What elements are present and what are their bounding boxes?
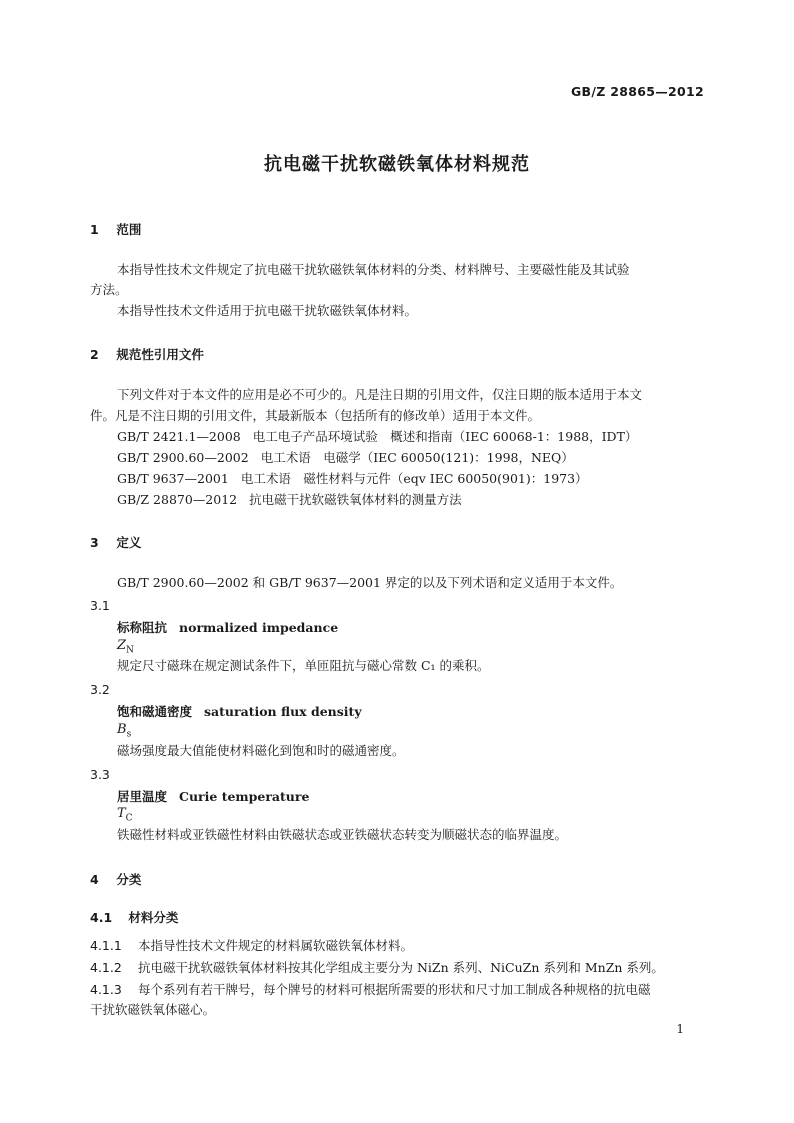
term-symbol: $Z_N$ <box>117 638 134 656</box>
symbol-subscript: C <box>125 813 133 824</box>
paragraph: 件。凡是不注日期的引用文件，其最新版本（包括所有的修改单）适用于本文件。 <box>90 408 541 423</box>
subsection-number: 4.1 <box>90 910 113 925</box>
section-1-heading <box>90 220 141 238</box>
clause-number: 3.3 <box>90 767 110 782</box>
term-english: Curie temperature <box>179 789 310 804</box>
reference-code: GB/T 2900.60—2002 <box>117 450 249 465</box>
section-2-heading <box>90 345 204 363</box>
reference-code: GB/Z 28870—2012 <box>117 492 238 507</box>
term-definition: 铁磁性材料或亚铁磁性材料由铁磁状态或亚铁磁状态转变为顺磁状态的临界温度。 <box>117 827 568 842</box>
reference-title: 电工术语 磁性材料与元件（eqv IEC 60050(901)：1973） <box>240 471 588 486</box>
clause-item-number: 4.1.3 <box>90 982 122 997</box>
paragraph: GB/T 2900.60—2002 和 GB/T 9637—2001 界定的以及下列术语和定义适用于本文件。 <box>117 575 623 590</box>
paragraph: 本指导性技术文件规定了抗电磁干扰软磁铁氧体材料的分类、材料牌号、主要磁性能及其试验 <box>117 262 630 277</box>
clause-item <box>90 980 651 1000</box>
symbol-subscript: N <box>126 645 134 656</box>
document-title: 抗电磁干扰软磁铁氧体材料规范 <box>264 154 530 175</box>
reference-item <box>117 469 588 489</box>
reference-code: GB/T 2421.1—2008 <box>117 429 241 444</box>
subsection-title: 材料分类 <box>128 910 179 925</box>
paragraph: 本指导性技术文件适用于抗电磁干扰软磁铁氧体材料。 <box>117 303 418 318</box>
clause-item <box>90 958 664 978</box>
section-number: 1 <box>90 222 99 237</box>
term-definition: 磁场强度最大值能使材料磁化到饱和时的磁通密度。 <box>117 743 405 758</box>
reference-title: 电工电子产品环境试验 概述和指南（IEC 60068-1：1988，IDT） <box>252 429 638 444</box>
clause-number: 3.1 <box>90 598 110 613</box>
clause-item-continuation: 干扰软磁铁氧体磁心。 <box>90 1002 216 1017</box>
clause-item-number: 4.1.1 <box>90 938 122 953</box>
section-3-heading <box>90 533 141 551</box>
reference-item <box>117 427 637 447</box>
reference-code: GB/T 9637—2001 <box>117 471 229 486</box>
clause-item-text: 抗电磁干扰软磁铁氧体材料按其化学组成主要分为 NiZn 系列、NiCuZn 系列和 MnZn 系列。 <box>138 960 664 975</box>
clause-item-text: 每个系列有若干牌号，每个牌号的材料可根据所需要的形状和尺寸加工制成各种规格的抗电磁 <box>138 982 651 997</box>
section-title: 定义 <box>116 535 142 550</box>
term-entry <box>117 787 309 805</box>
section-number: 2 <box>90 347 99 362</box>
term-chinese: 标称阻抗 <box>117 620 168 635</box>
term-chinese: 饱和磁通密度 <box>117 704 193 719</box>
subsection-4-1-heading <box>90 908 178 926</box>
reference-title: 电工术语 电磁学（IEC 60050(121)：1998，NEQ） <box>260 450 574 465</box>
paragraph: 方法。 <box>90 282 128 297</box>
term-symbol: $B_s$ <box>117 722 132 740</box>
section-4-heading <box>90 870 141 888</box>
section-number: 4 <box>90 872 99 887</box>
term-entry <box>117 618 338 636</box>
term-entry <box>117 702 362 720</box>
standard-code: GB/Z 28865—2012 <box>570 84 704 99</box>
reference-item <box>117 490 462 510</box>
paragraph: 下列文件对于本文件的应用是必不可少的。凡是注日期的引用文件，仅注日期的版本适用于本文 <box>117 387 643 402</box>
reference-title: 抗电磁干扰软磁铁氧体材料的测量方法 <box>249 492 462 507</box>
section-title: 规范性引用文件 <box>116 347 204 362</box>
symbol-subscript: s <box>126 729 132 740</box>
clause-item-text: 本指导性技术文件规定的材料属软磁铁氧体材料。 <box>138 938 414 953</box>
page-number: 1 <box>676 1022 684 1036</box>
term-english: normalized impedance <box>179 620 339 635</box>
clause-number: 3.2 <box>90 682 110 697</box>
section-title: 分类 <box>116 872 142 887</box>
clause-item <box>90 936 413 956</box>
term-english: saturation flux density <box>204 704 362 719</box>
section-title: 范围 <box>116 222 142 237</box>
clause-item-number: 4.1.2 <box>90 960 122 975</box>
reference-item <box>117 448 574 468</box>
section-number: 3 <box>90 535 99 550</box>
term-symbol: $T_C$ <box>117 806 133 824</box>
term-chinese: 居里温度 <box>117 789 168 804</box>
term-definition: 规定尺寸磁珠在规定测试条件下，单匝阻抗与磁心常数 C₁ 的乘积。 <box>117 658 490 673</box>
